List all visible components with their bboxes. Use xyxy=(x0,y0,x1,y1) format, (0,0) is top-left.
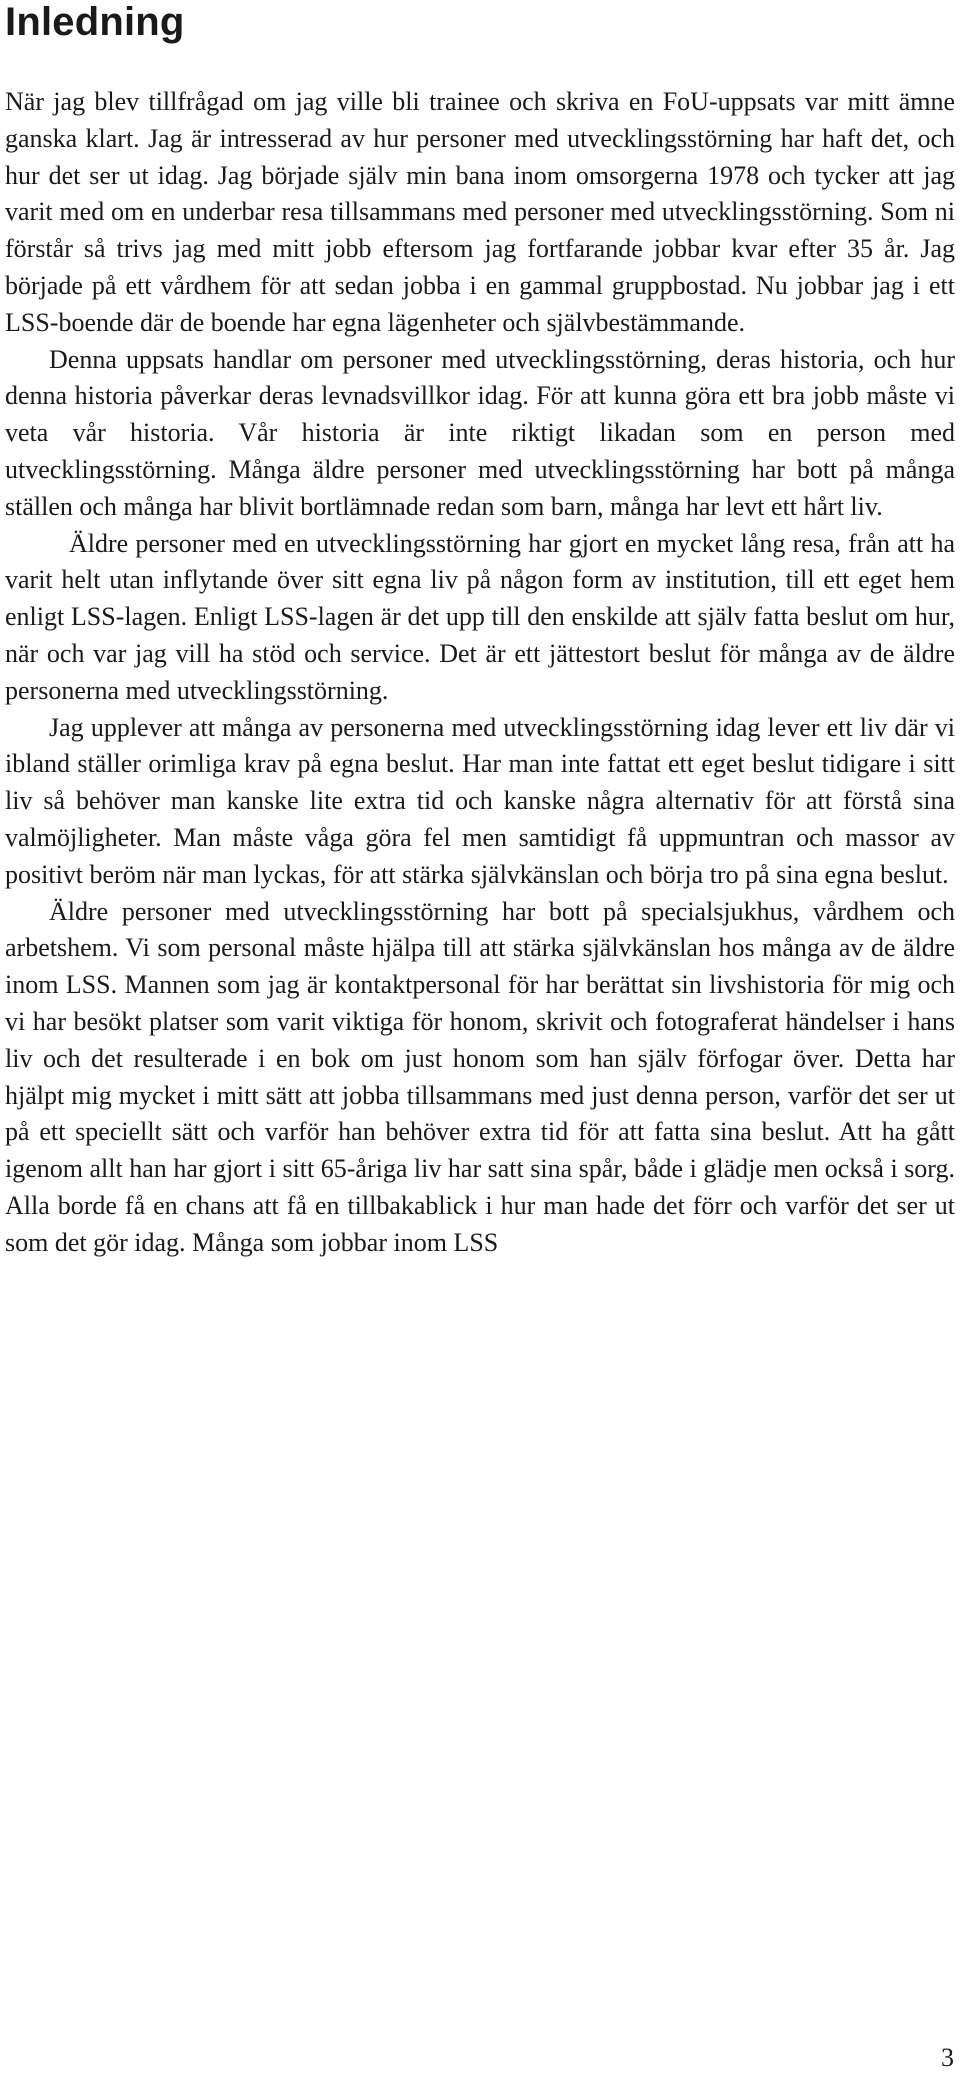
paragraph-decisions: Jag upplever att många av personerna med utvecklingsstörning idag lever ett liv där vi ibland ställer orimliga krav på egna beslut. Har man inte fattat ett eget beslut tidigare i sitt liv så behöver man kanske lite extra tid och kanske några alternativ för att förstå sina valmöjligheter. Man måste våga göra fel men samtidigt få uppmuntran och massor av positivt beröm när man lyckas, för att stärka självkänslan och börja tro på sina egna beslut. xyxy=(5,712,955,889)
paragraph-history: Denna uppsats handlar om personer med utvecklingsstörning, deras historia, och hur denna historia påverkar deras levnadsvillkor idag. För att kunna göra ett bra jobb måste vi veta vår historia. Vår historia är inte riktigt likadan som en person med utvecklingsstörning. Många äldre personer med utvecklingsstörning har bott på många ställen och många har blivit bortlämnade redan som barn, många har levt ett hårt liv. xyxy=(5,344,955,521)
paragraph-experience: Äldre personer med utvecklingsstörning har bott på specialsjukhus, vårdhem och arbetshem. Vi som personal måste hjälpa till att stärka självkänslan hos många av de äldre inom LSS. Mannen som jag är kontaktpersonal för har berättat sin livshistoria för mig och vi har besökt platser som varit viktiga för honom, skrivit och fotograferat händelser i hans liv och det resulterade i en bok om just honom som han själv förfogar över. Detta har hjälpt mig mycket i mitt sätt att jobba tillsammans med just denna person, varför det ser ut på ett speciellt sätt och varför han behöver extra tid för att fatta sina beslut. Att ha gått igenom allt han har gjort i sitt 65-åriga liv har satt sina spår, både i glädje men också i sorg. Alla borde få en chans att få en tillbakablick i hur man hade det förr och varför det ser ut som det gör idag. Många som jobbar inom LSS xyxy=(5,896,955,1257)
paragraph-intro: När jag blev tillfrågad om jag ville bli trainee och skriva en FoU-uppsats var mitt ämne ganska klart. Jag är intresserad av hur personer med utvecklingsstörning har haft det, och hur det ser ut idag. Jag började själv min bana inom omsorgerna 1978 och tycker att jag varit med om en underbar resa tillsammans med personer med utvecklingsstörning. Som ni förstår så trivs jag med mitt jobb eftersom jag fortfarande jobbar kvar efter 35 år. Jag började på ett vårdhem för att sedan jobba i en gammal gruppbostad. Nu jobbar jag i ett LSS-boende där de boende har egna lägenheter och självbestämmande. xyxy=(5,87,955,337)
body-text xyxy=(5,84,955,1262)
page-number: 3 xyxy=(941,2043,954,2072)
paragraph-journey: Äldre personer med en utvecklingsstörning har gjort en mycket lång resa, från att ha varit helt utan inflytande över sitt egna liv på någon form av institution, till ett eget hem enligt LSS-lagen. Enligt LSS-lagen är det upp till den enskilde att själv fatta beslut om hur, när och var jag vill ha stöd och service. Det är ett jättestort beslut för många av de äldre personerna med utvecklingsstörning. xyxy=(5,528,955,705)
section-heading: Inledning xyxy=(5,0,185,44)
